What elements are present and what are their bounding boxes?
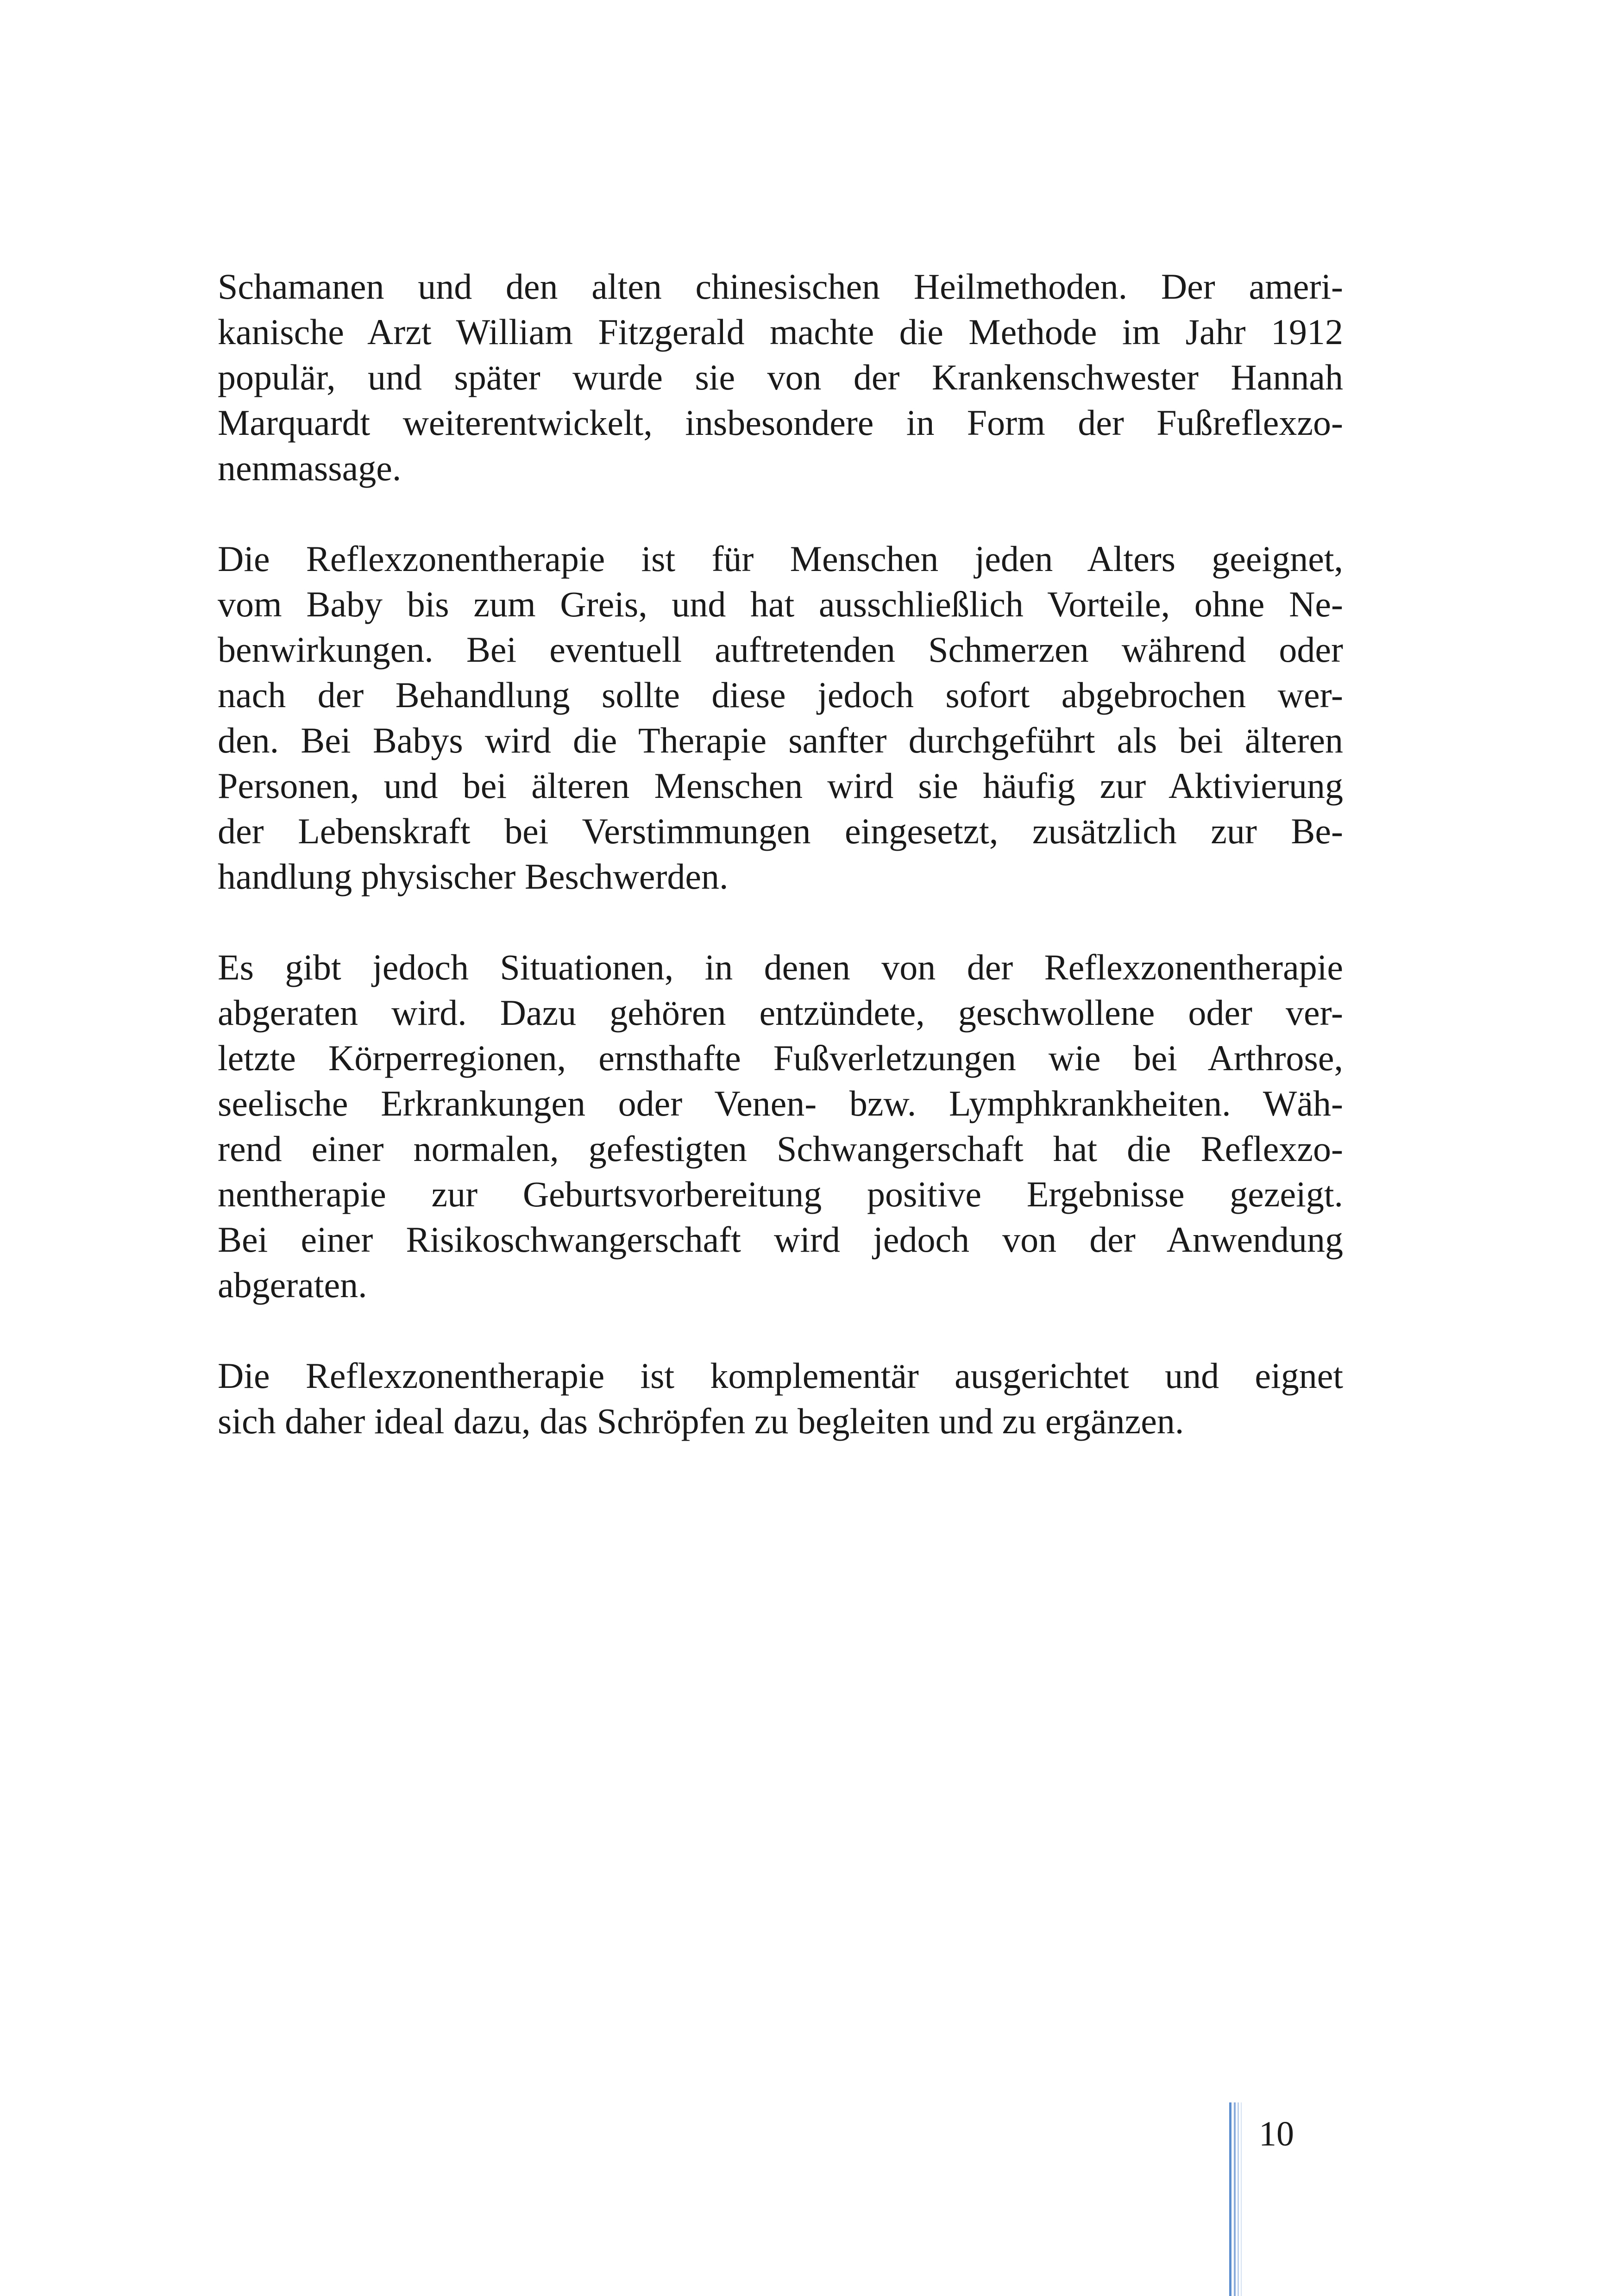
page-number-rule [1229, 2102, 1231, 2296]
text-line: vom Baby bis zum Greis, und hat ausschließlich Vorteile, ohne Ne- [218, 584, 1343, 624]
text-line: seelische Erkrankungen oder Venen- bzw. Lymphkrankheiten. Wäh- [218, 1083, 1343, 1123]
text-line: Personen, und bei älteren Menschen wird sie häufig zur Aktivierung [218, 765, 1343, 806]
text-line: nentherapie zur Geburtsvorbereitung positive Ergebnisse gezeigt. [218, 1174, 1343, 1214]
text-line: Die Reflexzonentherapie ist für Menschen jeden Alters geeignet, [218, 539, 1343, 579]
text-line: handlung physischer Beschwerden. [218, 856, 729, 897]
text-line: nenmassage. [218, 448, 402, 488]
text-line: Schamanen und den alten chinesischen Heilmethoden. Der ameri- [218, 266, 1343, 307]
text-line: Es gibt jedoch Situationen, in denen von der Reflexzonentherapie [218, 947, 1343, 987]
page-number-rule [1234, 2102, 1236, 2296]
text-line: sich daher ideal dazu, das Schröpfen zu begleiten und zu ergänzen. [218, 1401, 1184, 1441]
text-line: rend einer normalen, gefestigten Schwangerschaft hat die Reflexzo- [218, 1129, 1343, 1169]
paragraph-3 [218, 945, 1343, 1308]
text-line: Die Reflexzonentherapie ist komplementär ausgerichtet und eignet [218, 1355, 1343, 1396]
text-line: der Lebenskraft bei Verstimmungen eingesetzt, zusätzlich zur Be- [218, 811, 1343, 851]
text-line: benwirkungen. Bei eventuell auftretenden Schmerzen während oder [218, 629, 1343, 670]
text-line: den. Bei Babys wird die Therapie sanfter durchgeführt als bei älteren [218, 720, 1343, 760]
text-line: abgeraten. [218, 1265, 367, 1305]
paragraph-1 [218, 264, 1343, 491]
text-line: abgeraten wird. Dazu gehören entzündete, geschwollene oder ver- [218, 992, 1343, 1033]
text-line: populär, und später wurde sie von der Krankenschwester Hannah [218, 357, 1343, 397]
body-text [218, 264, 1343, 1489]
text-line: Marquardt weiterentwickelt, insbesondere in Form der Fußreflexzo- [218, 402, 1343, 443]
page-number-rule [1238, 2102, 1239, 2296]
text-line: letzte Körperregionen, ernsthafte Fußverletzungen wie bei Arthrose, [218, 1038, 1343, 1078]
paragraph-2 [218, 536, 1343, 899]
paragraph-4 [218, 1353, 1343, 1444]
text-line: Bei einer Risikoschwangerschaft wird jedoch von der Anwendung [218, 1219, 1343, 1260]
page-number: 10 [1259, 2114, 1294, 2153]
text-line: kanische Arzt William Fitzgerald machte die Methode im Jahr 1912 [218, 312, 1343, 352]
page-number-rule [1241, 2102, 1242, 2296]
text-line: nach der Behandlung sollte diese jedoch sofort abgebrochen wer- [218, 675, 1343, 715]
